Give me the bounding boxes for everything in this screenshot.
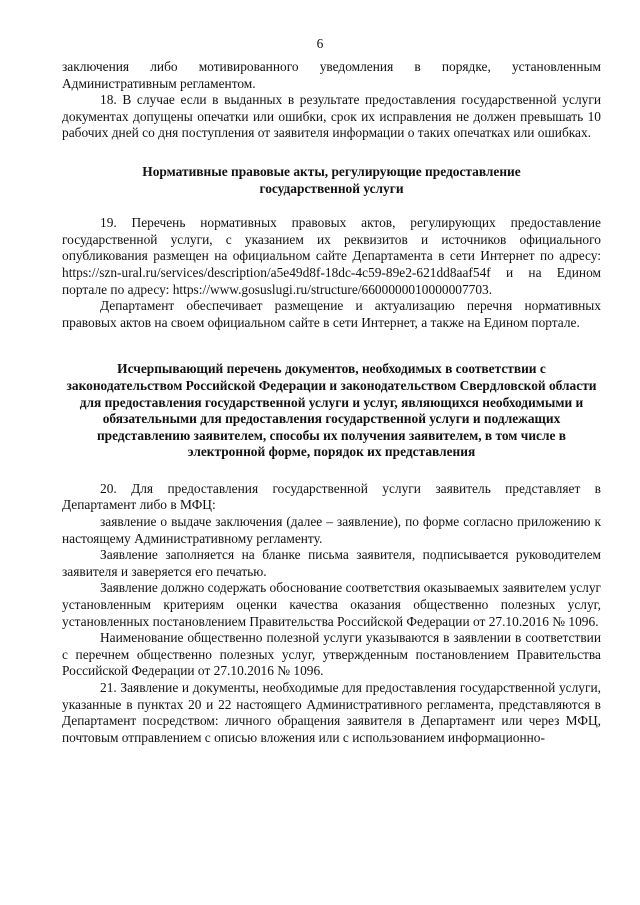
paragraph: 19. Перечень нормативных правовых актов, регулирующих предоставление государственной услуги, с указанием их реквизитов и источников официального опубликования размещен на официальном сайте Департамента в сети Интернет по адресу: https://szn-ural.ru/services/description/a5e49d8f-18dc-4c59-89e2-621dd8aaf54f и на Едином портале по адресу: https://www.gosuslugi.ru/structure/6600000010000007703. <box>62 215 601 297</box>
section-heading: Нормативные правовые акты, регулирующие предоставление государственной услуги <box>142 163 521 196</box>
paragraph: заявление о выдаче заключения (далее – заявление), по форме согласно приложению к настоящему Административному регламенту. <box>62 514 601 546</box>
paragraph: 20. Для предоставления государственной услуги заявитель представляет в Департамент либо в МФЦ: <box>62 480 601 513</box>
paragraph: 21. Заявление и документы, необходимые для предоставления государственной услуги, указанные в пунктах 20 и 22 настоящего Административного регламента, представляются в Департамент посредством: личного обращения заявителя в Департамент или через МФЦ, почтовым отправлением с описью вложения или с использованием информационно- <box>62 680 601 745</box>
page-number: 6 <box>316 36 324 51</box>
page-content <box>62 59 601 746</box>
paragraph: Заявление заполняется на бланке письма заявителя, подписывается руководителем заявителя и заверяется его печатью. <box>62 547 601 579</box>
paragraph: 18. В случае если в выданных в результате предоставления государственной услуги документах допущены опечатки или ошибки, срок их исправления не должен превышать 10 рабочих дней со дня поступления от заявителя информации о таких опечатках или ошибках. <box>62 92 601 141</box>
section-heading: Исчерпывающий перечень документов, необходимых в соответствии с законодательством Российской Федерации и законодательством Свердловской области для предоставления государственной услуги и услуг, являющихся необходимыми и обязательными для предоставления государственной услуги и подлежащих представлению заявителем, способы их получения заявителем, в том числе в электронной форме, порядок их представления <box>66 361 597 460</box>
paragraph: Заявление должно содержать обоснование соответствия оказываемых заявителем услуг установленным критериям оценки качества оказания общественно полезных услуг, установленных постановлением Правительства Российской Федерации от 27.10.2016 № 1096. <box>62 580 602 629</box>
paragraph: заключения либо мотивированного уведомления в порядке, установленным Административным регламентом. <box>62 59 601 91</box>
paragraph: Департамент обеспечивает размещение и актуализацию перечня нормативных правовых актов на своем официальном сайте в сети Интернет, а также на Едином портале. <box>62 298 601 330</box>
paragraph: Наименование общественно полезной услуги указываются в заявлении в соответствии с перечнем общественно полезных услуг, утвержденным постановлением Правительства Российской Федерации от 27.10.2016 № 1096. <box>62 630 601 679</box>
